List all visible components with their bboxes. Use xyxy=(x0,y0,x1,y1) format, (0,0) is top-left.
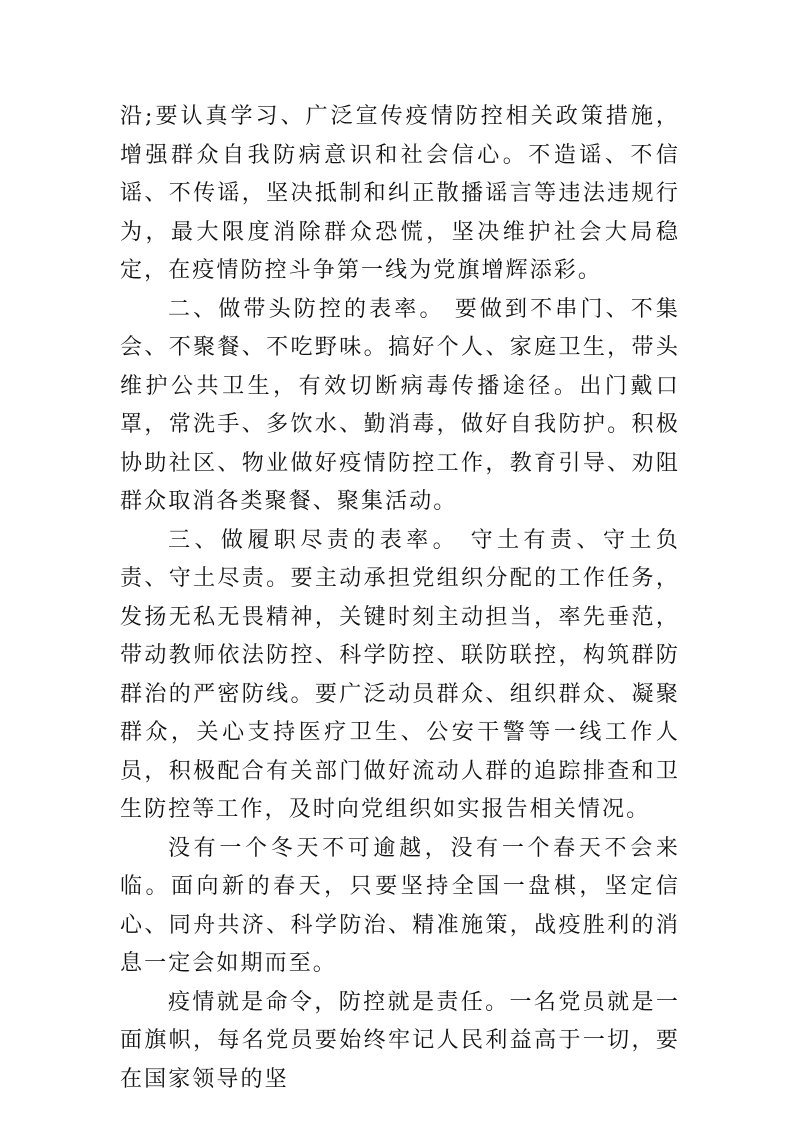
paragraph-section-two: 二、做带头防控的表率。 要做到不串门、不集会、不聚餐、不吃野味。搞好个人、家庭卫生，带头维护公共卫生，有效切断病毒传播途径。出门戴口罩，常洗手、多饮水、勤消毒，做好自我防护。积极协助社区、物业做好疫情防控工作，教育引导、劝阻群众取消各类聚餐、聚集活动。 xyxy=(120,296,680,514)
paragraph-spring: 没有一个冬天不可逾越，没有一个春天不会来临。面向新的春天，只要坚持全国一盘棋，坚定信心、同舟共济、科学防治、精准施策，战疫胜利的消息一定会如期而至。 xyxy=(120,835,680,976)
document-body xyxy=(120,98,680,1099)
paragraph-epidemic-command: 疫情就是命令，防控就是责任。一名党员就是一面旗帜，每名党员要始终牢记人民利益高于一切，要在国家领导的坚 xyxy=(120,989,680,1092)
paragraph-continuation: 沿;要认真学习、广泛宣传疫情防控相关政策措施，增强群众自我防病意识和社会信心。不造谣、不信谣、不传谣，坚决抵制和纠正散播谣言等违法违规行为，最大限度消除群众恐慌，坚决维护社会大局稳定，在疫情防控斗争第一线为党旗增辉添彩。 xyxy=(120,104,680,283)
paragraph-section-three: 三、做履职尽责的表率。 守土有责、守土负责、守土尽责。要主动承担党组织分配的工作任务，发扬无私无畏精神，关键时刻主动担当，率先垂范，带动教师依法防控、科学防控、联防联控，构筑群防群治的严密防线。要广泛动员群众、组织群众、凝聚群众，关心支持医疗卫生、公安干警等一线工作人员，积极配合有关部门做好流动人群的追踪排查和卫生防控等工作，及时向党组织如实报告相关情况。 xyxy=(120,527,680,822)
